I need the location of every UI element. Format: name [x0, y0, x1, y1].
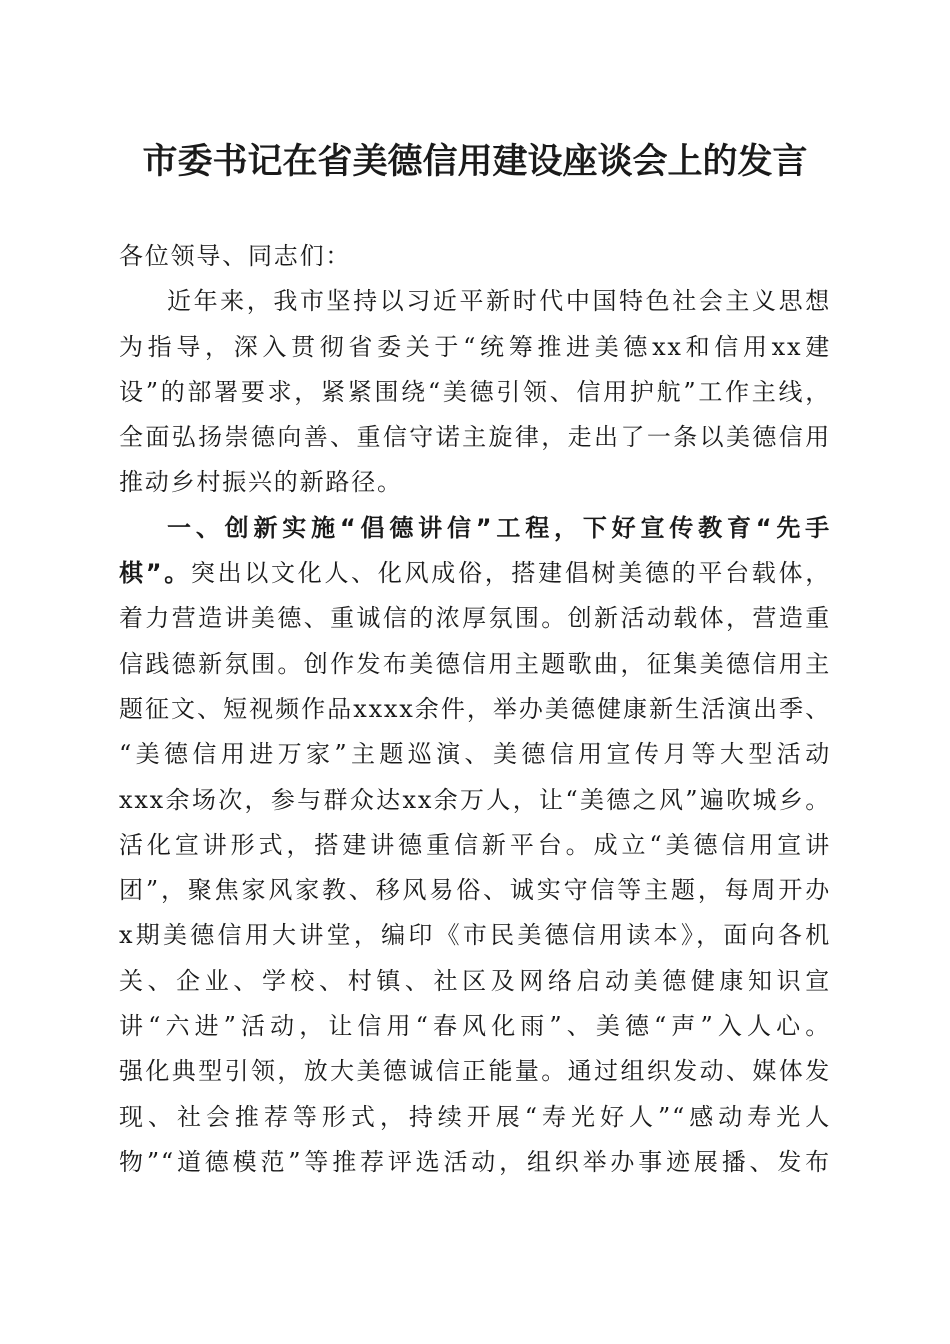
section-line: 团”，聚焦家风家教、移风易俗、诚实守信等主题，每周开办 — [119, 876, 831, 905]
section-text: 突出以文化人、化风成俗，搭建倡树美德的平台载体， — [190, 559, 831, 588]
section-line: 关、企业、学校、村镇、社区及网络启动美德健康知识宣 — [119, 966, 831, 995]
section-heading-continuation — [119, 551, 831, 596]
document-body — [119, 234, 831, 1185]
section-line: 现、社会推荐等形式，持续开展“寿光好人”“感动寿光人 — [119, 1102, 831, 1131]
section-line: 题征文、短视频作品xxxx余件，举办美德健康新生活演出季、 — [119, 694, 831, 723]
section-line: 物”“道德模范”等推荐评选活动，组织举办事迹展播、发布 — [119, 1147, 831, 1176]
intro-line: 近年来，我市坚持以习近平新时代中国特色社会主义思想 — [167, 287, 831, 316]
section-line: 着力营造讲美德、重诚信的浓厚氛围。创新活动载体，营造重 — [119, 604, 831, 633]
section-heading-end: 棋”。 — [119, 559, 191, 588]
section-line: x期美德信用大讲堂，编印《市民美德信用读本》，面向各机 — [119, 921, 831, 950]
section-line: 信践德新氛围。创作发布美德信用主题歌曲，征集美德信用主 — [119, 649, 831, 678]
intro-line: 推动乡村振兴的新路径。 — [119, 468, 403, 497]
intro-line: 为指导，深入贯彻省委关于“统筹推进美德xx和信用xx建 — [119, 332, 831, 361]
section-line: 强化典型引领，放大美德诚信正能量。通过组织发动、媒体发 — [119, 1057, 831, 1086]
salutation: 各位领导、同志们： — [119, 242, 352, 270]
section-heading: 一、创新实施“倡德讲信”工程，下好宣传教育“先手 — [167, 513, 831, 542]
document-title: 市委书记在省美德信用建设座谈会上的发言 — [142, 141, 808, 182]
intro-line: 全面弘扬崇德向善、重信守诺主旋律，走出了一条以美德信用 — [119, 423, 831, 452]
intro-line: 设”的部署要求，紧紧围绕“美德引领、信用护航”工作主线， — [119, 377, 831, 406]
section-line: xxx余场次，参与群众达xx余万人，让“美德之风”遍吹城乡。 — [119, 785, 831, 814]
section-line: “美德信用进万家”主题巡演、美德信用宣传月等大型活动 — [119, 740, 831, 769]
section-line: 讲“六进”活动，让信用“春风化雨”、美德“声”入人心。 — [119, 1012, 831, 1041]
section-line: 活化宣讲形式，搭建讲德重信新平台。成立“美德信用宣讲 — [119, 830, 831, 859]
